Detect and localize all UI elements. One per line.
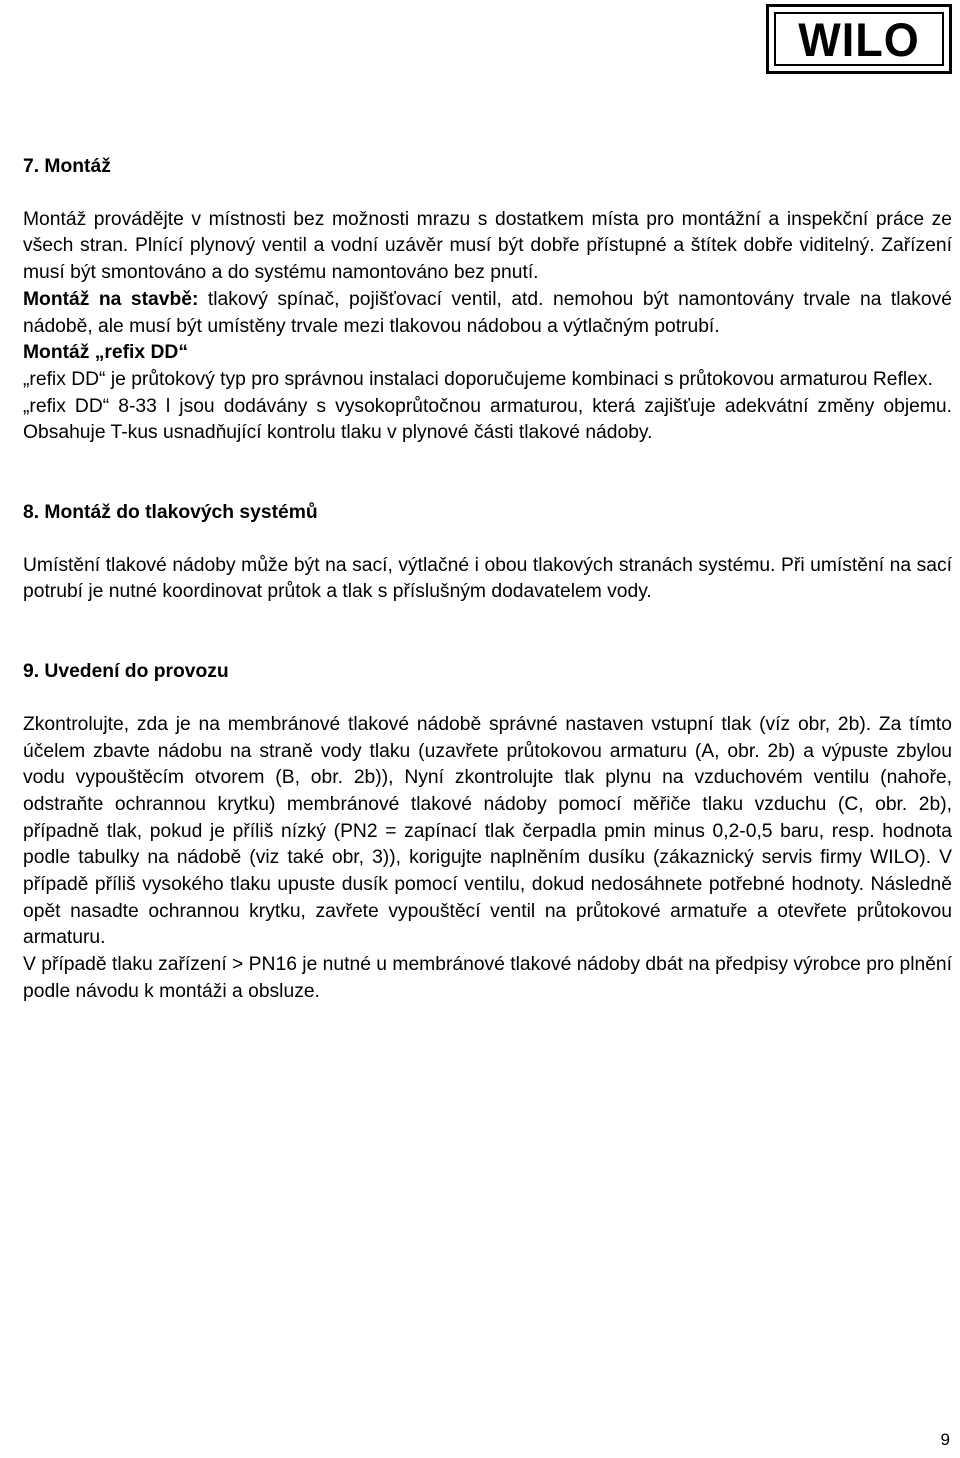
section-7-paragraph-5: „refix DD“ 8-33 l jsou dodávány s vysokoprůtočnou armaturou, která zajišťuje adekvátní změny objemu. Obsahuje T-kus usnadňující kontrolu tlaku v plynové části tlakové nádoby. — [23, 395, 952, 444]
section-8-paragraph-1: Umístění tlakové nádoby může být na sací, výtlačné i obou tlakových stranách systému. Při umístění na sací potrubí je nutné koordinovat průtok a tlak s příslušným dodavatelem vody. — [23, 554, 952, 603]
section-8-heading: 8. Montáž do tlakových systémů — [23, 502, 318, 524]
section-7-paragraph-1: Montáž provádějte v místnosti bez možnosti mrazu s dostatkem místa pro montážní a inspekční práce ze všech stran. Plnící plynový ventil a vodní uzávěr musí být dobře přístupné a štítek dobře viditelný. Zařízení musí být smontováno a do systému namontováno bez pnutí. — [23, 208, 952, 284]
section-7-paragraph-2-text: tlakový spínač, pojišťovací ventil, atd. nemohou být namontovány trvale na tlakové nádobě, ale musí být umístěny trvale mezi tlakovou nádobou a výtlačným potrubí. — [23, 288, 952, 337]
page-number: 9 — [940, 1430, 950, 1449]
wilo-logo — [766, 4, 952, 74]
section-7-paragraph-4: „refix DD“ je průtokový typ pro správnou instalaci doporučujeme kombinaci s průtokovou armaturou Reflex. — [23, 368, 933, 390]
section-9-paragraph-2: V případě tlaku zařízení > PN16 je nutné u membránové tlakové nádoby dbát na předpisy výrobce pro plnění podle návodu k montáži a obsluze. — [23, 954, 952, 1002]
section-7-refix-heading — [23, 340, 952, 367]
section-9-paragraph-1: Zkontrolujte, zda je na membránové tlakové nádobě správné nastaven vstupní tlak (víz obr, 2b). Za tímto účelem zbavte nádobu na straně vody tlaku (uzavřete průtokovou armaturu (A, obr. 2b) a výpuste zbylou vodu vypouštěcím otvorem (B, obr. 2b)), Nyní zkontrolujte tlak plynu na vzduchovém ventilu (nahoře, odstraňte ochrannou krytku) membránové tlakové nádoby pomocí měřiče tlaku vzduchu (C, obr. 2b), případně tlak, pokud je příliš nízký (PN2 = zapínací tlak čerpadla pmin minus 0,2-0,5 baru, resp. hodnota podle tabulky na nádobě (viz také obr, 3)), korigujte naplněním dusíku (zákaznický servis firmy WILO). V případě příliš vysokého tlaku upuste dusík pomocí ventilu, dokud nedosáhnete potřebné hodnoty. Následně opět nasadte ochrannou krytku, zavřete vypouštěcí ventil na průtokové armatuře a otevřete průtokovou armaturu. — [23, 713, 952, 949]
section-7-refix-heading-text: Montáž „refix DD“ — [23, 342, 188, 364]
document-body — [23, 154, 952, 1006]
section-7-paragraph-2-lead: Montáž na stavbě: — [23, 288, 199, 310]
section-7-paragraph-2 — [23, 287, 952, 340]
wilo-logo-frame — [774, 12, 944, 66]
section-7-heading: 7. Montáž — [23, 156, 111, 177]
section-9-heading: 9. Uvedení do provozu — [23, 661, 229, 683]
wilo-logo-text: WILO — [798, 12, 920, 66]
